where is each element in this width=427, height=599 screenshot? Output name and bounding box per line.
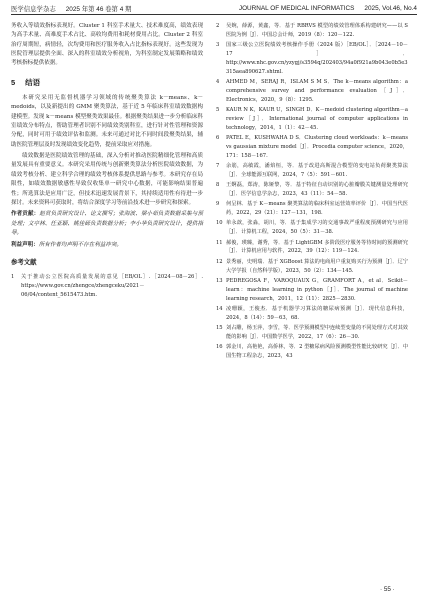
reference-item [216, 162, 408, 180]
reference-item [216, 200, 408, 218]
meta-value: 所有作者均声明不存在利益冲突。 [38, 242, 122, 249]
reference-text: 王婀磊，郑涛，陈娅黎，等．基于特征自动识别的心脏瓣膜关键测量处理研究［J］．医学信息学杂志，2023，43（11）：54－58. [226, 182, 408, 198]
reference-item [216, 219, 408, 237]
references-heading: 参考文献 [11, 258, 37, 266]
discussion-paragraph: 务收入等绩效指标表现好。Cluster 1 科室手术量大、技术难度高，绩效表现为高手术量、高难度手术占比、高收均费用和耗材费用占比。Cluster 2 科室治疗周期短，病情轻，次均费用和医疗服务收入占比指标表现好。这些发现为医院管理层提供全面、深入的科室绩效分析视角，为科室制定发展策略和绩效考核指标提供依据。 [11, 23, 203, 67]
reference-item [216, 41, 408, 77]
left-column [11, 22, 203, 301]
reference-number: 2 [216, 23, 220, 29]
reference-number: 13 [216, 277, 223, 284]
conclusion-paragraph: 本研究采用无监督机器学习领域的传统聚类算法 k－means、k－medoids，以及新提出的 GMM 聚类算法，基于近 5 年临床科室绩效数据构建模型。发现 k－means 模型聚类效果最佳。根据聚类结果进一步分析临床科室绩效分布特点，帮助管理者识别不同绩效类别科室，进行针对性管理和资源分配，同时可用于绩效评估和监测。未来可通过对比不同时间段聚类结果，辅助医院管理层及时发现绩效变化趋势，提前采取应对措施。 [11, 95, 203, 148]
reference-item [216, 22, 408, 40]
reference-item [216, 78, 408, 105]
reference-text: 国家三级公立医院绩效考核操作手册（2024 版）［EB/OL］．［2024－10－17］．http://www.nhc.gov.cn/yzygj/s3594q/202403/94a0f921a9b043e0b5e3315aea890627.shtml. [226, 42, 408, 75]
reference-number: 16 [216, 343, 223, 350]
reference-number: 11 [216, 239, 223, 246]
reference-item [216, 239, 408, 257]
conclusion-paragraph: 绩效数据是医院绩效管理的基础，深入分析对推动医院精细化管理和高质量发展具有重要意义。本研究采用传统与创新聚类算法分析医院绩效数据，为绩效考核分析、建立科学合理的绩效考核体系提供思路与参考。本研究存在局限性，如绩效数据敏感性导致仅收集单一研究中心数据，可能影响结果普遍性；所选算法是应用广泛，但技术迅速发展背景下，其持续适用性有待进一步探讨。未来资料可获取时，将结合深度学习等前沿技术进一步研究和探索。 [11, 153, 203, 206]
reference-item [11, 273, 203, 300]
section-heading [11, 78, 203, 87]
reference-number: 8 [216, 182, 220, 189]
header-right [239, 5, 417, 12]
conflict-statement [11, 241, 203, 250]
reference-number: 5 [216, 107, 220, 114]
meta-value: 赵赏负责研究设计、论文撰写；张海波、梁小茹负责数据采集与预处理；文亭林、任亚颖、姚佳砾负责数据分析；李小华负责研究设计，提供指导。 [11, 211, 204, 236]
reference-text: PEDREGOSA F，VAROQUAUX G，GRAMFORT A，et al．Scikit－learn：machine learning in python［J］．The journal of machine learning research，2011，12（11）：2825－2830. [226, 277, 408, 302]
running-header [11, 2, 417, 15]
reference-text: 郭金川，高艳艳，高侨林，等．2 型糖尿病风险预测模型性能比较研究［J］．中国生物工程杂志，2023，43 [226, 343, 408, 359]
reference-number: 15 [216, 324, 223, 331]
reference-text[interactable]: 关于推动公立医院高质量发展的意见［EB/OL］.［2024－08－26］. https://www.gov.cn/zhengce/zhengceku/2021－06/04/content_5615473.htm. [21, 273, 203, 298]
author-contribution [11, 210, 203, 238]
reference-item [216, 181, 408, 199]
reference-text: AHMED M，SERAJ R，ISLAM S M S．The k－means algorithm：a comprehensive survey and performance evaluation［J］．Electronics，2020，9（8）：1295. [226, 79, 408, 103]
reference-number: 14 [216, 305, 223, 312]
reference-number: 6 [216, 135, 220, 142]
meta-label: 利益声明： [11, 242, 39, 249]
reference-item [216, 258, 408, 276]
header-left [11, 4, 131, 13]
reference-item [216, 277, 408, 304]
section-number: 5 [11, 77, 16, 87]
reference-text: 余筋，高敏霞，潘焰桓，等．基于改进高斯混合模型的变电站负荷聚类算法［J］．全球能源互联网，2024，7（5）：591－601. [226, 163, 408, 178]
reference-item [216, 343, 408, 361]
issue-info-cn: 2025 年第 46 卷第 4 期 [65, 5, 132, 13]
reference-number: 10 [216, 220, 223, 227]
reference-text: 凌珊颖，王俊杰．基于机器学习算法的糖尿病预测［J］．现代信息科技，2024，8（14）：59－63，68. [226, 305, 408, 321]
reference-text: KAUR N K，KAUR U，SINGH D．K－medoid clustering algorithm－a review［J］．International journal of computer applications in technology，2014，1（1）：42－45. [226, 107, 408, 131]
right-column-references [216, 22, 408, 362]
reference-number: 9 [216, 201, 220, 208]
reference-item [216, 134, 408, 161]
reference-text: PATEL E，KUSHWAHA D S．Clustering cloud workloads：k－means vs gaussian mixture model［J］．Procedia computer science，2020，171：158－167. [226, 135, 408, 159]
reference-number: 3 [216, 42, 220, 49]
reference-text: 刘占雕，杨玉萍，李雪，等．医学预测模型中连续型变量的不同处理方式对其效能的影响［J］．中国数学医学，2022，17（6）：26－30. [226, 324, 408, 340]
reference-number: 12 [216, 258, 223, 265]
journal-name-en: JOURNAL OF MEDICAL INFORMATICS [238, 4, 355, 12]
journal-name-cn: 医学信息学杂志 [11, 5, 56, 13]
reference-item [216, 324, 408, 342]
reference-number: 4 [216, 79, 220, 86]
reference-text: 何呈林．基于 K－means 聚类算法的临床科室运营效率评价［J］．中国当代医药，2022，29（21）：127－131，198. [226, 201, 408, 217]
reference-number: 1 [11, 273, 15, 280]
reference-item [216, 305, 408, 323]
reference-item [216, 106, 408, 133]
reference-number: 7 [216, 163, 220, 170]
section-title: 结语 [25, 77, 41, 87]
reference-text: 吴婉，薛源，黄鑫，等．基于 RBRVS 模型的绩效管理体系构建研究——以 S 医院为例［J］．中国总会计师，2019（8）：120－122. [226, 23, 408, 38]
reference-text: 郝俊，瑛臻，谢秀，等．基于 LightGBM 多阶段医疗服务等待时间的预测研究［J］．计算机应用与软件，2022，39（12）：119－124. [226, 239, 408, 255]
reference-text: 景秀丽，史明瑞．基于 XGBoost 算法的电商用户重复购买行为预测［J］．辽宁大学学报（自然科学版），2023，50（2）：134－145. [226, 258, 408, 274]
issue-info-en: 2025, Vol.46, No.4 [364, 4, 417, 12]
page-number: · 55 · [380, 586, 395, 593]
meta-label: 作者贡献： [11, 211, 40, 218]
reference-text: 单永歆，张淼，胡川，等．基于集成学习的交通事故严重程度预测研究与应用［J］．计算机工程，2024，50（5）：31－38. [226, 220, 408, 236]
